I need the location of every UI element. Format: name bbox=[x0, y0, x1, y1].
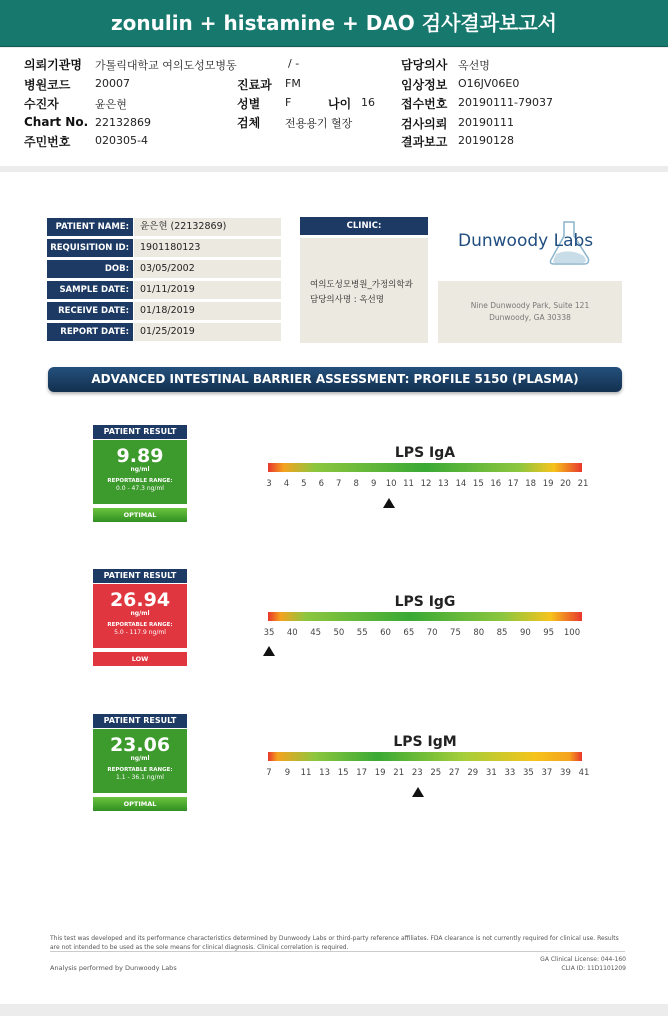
result-head: PATIENT RESULT bbox=[93, 425, 187, 439]
result-value: 9.89 bbox=[116, 445, 164, 467]
result-marker-icon bbox=[383, 498, 395, 508]
tick-label: 33 bbox=[504, 768, 516, 778]
tick-label: 75 bbox=[450, 628, 461, 638]
patient-label: 수진자 bbox=[24, 97, 59, 111]
clinic-name: 여의도성모병원_가정의학과 bbox=[310, 280, 413, 290]
tick-label: 45 bbox=[310, 628, 322, 638]
tick-label: 25 bbox=[430, 768, 442, 778]
sample-date-label: SAMPLE DATE: bbox=[47, 281, 133, 299]
result-marker-icon bbox=[263, 646, 275, 656]
specimen-label: 검체 bbox=[237, 116, 261, 130]
chart-no-label: Chart No. bbox=[24, 115, 89, 129]
gauge-title-igm: LPS IgM bbox=[393, 734, 457, 750]
report-header bbox=[0, 48, 668, 166]
hospital-value: 가톨릭대학교 여의도성모병동 bbox=[95, 59, 237, 72]
tick-label: 35 bbox=[522, 768, 534, 778]
report-title: zonulin + histamine + DAO 검사결과보고서 bbox=[110, 11, 557, 35]
tick-label: 100 bbox=[563, 628, 581, 638]
dept-label: 진료과 bbox=[237, 78, 272, 92]
status-badge: OPTIMAL bbox=[93, 797, 187, 811]
requisition-id-value: 1901180123 bbox=[134, 239, 281, 257]
result-value: 23.06 bbox=[109, 734, 171, 756]
clinic-box bbox=[300, 238, 428, 343]
dept-value: FM bbox=[285, 77, 301, 90]
clia-id: CLIA ID: 11D1101209 bbox=[561, 965, 626, 972]
assessment-banner: ADVANCED INTESTINAL BARRIER ASSESSMENT: PROFILE 5150 (PLASMA) bbox=[48, 367, 622, 392]
result-unit: ng/ml bbox=[130, 466, 150, 473]
hospital-code-label: 병원코드 bbox=[24, 78, 71, 92]
clinic-header: CLINIC: bbox=[300, 217, 428, 235]
tick-label: 10 bbox=[385, 479, 397, 489]
receipt-no-value: 20190111-79037 bbox=[458, 96, 553, 109]
status-badge: LOW bbox=[93, 652, 187, 666]
tick-label: 31 bbox=[485, 768, 497, 778]
tick-label: 55 bbox=[356, 628, 368, 638]
tick-label: 80 bbox=[473, 628, 485, 638]
hospital-code-value: 20007 bbox=[95, 77, 130, 90]
report-date-value: 20190128 bbox=[458, 134, 514, 147]
tick-label: 5 bbox=[301, 479, 307, 489]
tick-label: 41 bbox=[578, 768, 590, 778]
range-value: 0.0 - 47.3 ng/ml bbox=[116, 485, 164, 492]
lab-address-line2: Dunwoody, GA 30338 bbox=[489, 313, 571, 322]
receive-date-value: 01/18/2019 bbox=[134, 302, 281, 320]
tick-label: 8 bbox=[353, 479, 359, 489]
hospital-slash: / - bbox=[288, 57, 300, 70]
tick-label: 14 bbox=[455, 479, 467, 489]
lab-name: Dunwoody Labs bbox=[458, 231, 594, 251]
tick-label: 65 bbox=[403, 628, 415, 638]
tick-label: 70 bbox=[426, 628, 438, 638]
gauge-bar-igg bbox=[268, 612, 582, 621]
license-info bbox=[540, 955, 626, 973]
tick-label: 39 bbox=[560, 768, 571, 778]
tick-label: 50 bbox=[333, 628, 345, 638]
age-value: 16 bbox=[361, 96, 375, 109]
tick-label: 13 bbox=[438, 479, 449, 489]
specimen-value: 전용용기 혈장 bbox=[285, 117, 353, 130]
dob-value: 03/05/2002 bbox=[134, 260, 281, 278]
result-box-igm bbox=[93, 714, 187, 811]
requisition-id-label: REQUISITION ID: bbox=[47, 239, 133, 257]
receive-date-label: RECEIVE DATE: bbox=[47, 302, 133, 320]
result-value-box bbox=[93, 584, 187, 648]
range-label: REPORTABLE RANGE: bbox=[107, 622, 173, 628]
tick-label: 90 bbox=[519, 628, 531, 638]
result-unit: ng/ml bbox=[130, 755, 150, 762]
age-label: 나이 bbox=[328, 97, 352, 111]
tick-label: 35 bbox=[263, 628, 275, 638]
dunwoody-labs-logo bbox=[456, 218, 606, 268]
tick-label: 21 bbox=[393, 768, 405, 778]
tick-label: 15 bbox=[472, 479, 484, 489]
tick-label: 85 bbox=[496, 628, 508, 638]
tick-label: 9 bbox=[284, 768, 291, 778]
gauge-title-iga: LPS IgA bbox=[394, 445, 456, 461]
result-value: 26.94 bbox=[109, 589, 171, 611]
gauge-title-igg: LPS IgG bbox=[394, 594, 456, 610]
gauge-bar-igm bbox=[268, 752, 582, 761]
tick-label: 19 bbox=[374, 768, 386, 778]
lab-address-line1: Nine Dunwoody Park, Suite 121 bbox=[470, 301, 590, 310]
range-value: 5.0 - 117.9 ng/ml bbox=[114, 629, 166, 636]
status-badge: OPTIMAL bbox=[93, 508, 187, 522]
patient-value: 윤은현 bbox=[95, 98, 127, 111]
tick-label: 6 bbox=[318, 479, 325, 489]
report-date-value-2: 01/25/2019 bbox=[134, 323, 281, 341]
range-label: REPORTABLE RANGE: bbox=[107, 478, 173, 484]
sex-label: 성별 bbox=[237, 97, 261, 111]
tick-label: 16 bbox=[490, 479, 502, 489]
patient-name-value: 윤은현 (22132869) bbox=[134, 218, 281, 236]
receipt-no-label: 접수번호 bbox=[401, 97, 448, 111]
resident-no-label: 주민번호 bbox=[24, 135, 71, 149]
analysis-note: Analysis performed by Dunwoody Labs bbox=[50, 964, 177, 972]
dob-label: DOB: bbox=[47, 260, 133, 278]
doctor-label: 담당의사 bbox=[401, 58, 448, 72]
tick-label: 60 bbox=[380, 628, 391, 638]
tick-label: 21 bbox=[577, 479, 589, 489]
request-date-label: 검사의뢰 bbox=[401, 117, 448, 131]
tick-label: 4 bbox=[283, 479, 290, 489]
request-date-value: 20190111 bbox=[458, 116, 514, 129]
tick-label: 18 bbox=[525, 479, 537, 489]
title-bar bbox=[0, 0, 668, 47]
tick-label: 17 bbox=[356, 768, 368, 778]
tick-label: 19 bbox=[542, 479, 554, 489]
lab-address-box bbox=[438, 281, 622, 343]
result-head: PATIENT RESULT bbox=[93, 714, 187, 728]
tick-label: 3 bbox=[266, 479, 272, 489]
tick-label: 7 bbox=[336, 479, 342, 489]
tick-label: 40 bbox=[286, 628, 298, 638]
tick-label: 27 bbox=[448, 768, 460, 778]
tick-label: 11 bbox=[300, 768, 312, 778]
disclaimer-text: This test was developed and its performance characteristics determined by Dunwoody Labs or third-party reference affiliates. FDA clearance is not currently required for clinical use. Results are not intended to be used as the sole means for clinical diagnosis. Clinical correlation is required. bbox=[50, 935, 619, 951]
tick-label: 95 bbox=[543, 628, 555, 638]
range-label: REPORTABLE RANGE: bbox=[107, 767, 173, 773]
tick-label: 37 bbox=[541, 768, 553, 778]
gauge-bar-iga bbox=[268, 463, 582, 472]
sex-value: F bbox=[285, 96, 292, 109]
patient-name-label: PATIENT NAME: bbox=[47, 218, 133, 236]
tick-label: 23 bbox=[411, 768, 423, 778]
report-date-label-2: REPORT DATE: bbox=[47, 323, 133, 341]
sample-date-value: 01/11/2019 bbox=[134, 281, 281, 299]
tick-label: 11 bbox=[403, 479, 414, 489]
chart-no-value: 22132869 bbox=[95, 116, 151, 129]
result-marker-icon bbox=[412, 787, 424, 797]
tick-label: 15 bbox=[337, 768, 349, 778]
tick-label: 17 bbox=[507, 479, 519, 489]
clinical-info-label: 임상정보 bbox=[401, 78, 448, 92]
result-box-igg bbox=[93, 569, 187, 666]
tick-label: 12 bbox=[420, 479, 432, 489]
result-head: PATIENT RESULT bbox=[93, 569, 187, 583]
result-value-box bbox=[93, 729, 187, 793]
tick-label: 7 bbox=[266, 768, 272, 778]
doctor-value: 옥선명 bbox=[458, 59, 490, 72]
result-unit: ng/ml bbox=[130, 610, 150, 617]
report-date-label: 결과보고 bbox=[401, 135, 448, 149]
range-value: 1.1 - 36.1 ng/ml bbox=[116, 774, 164, 781]
clinical-info-value: O16JV06E0 bbox=[458, 77, 520, 90]
resident-no-value: 020305-4 bbox=[95, 134, 148, 147]
result-box-iga bbox=[93, 425, 187, 522]
footer-divider bbox=[50, 951, 625, 952]
tick-label: 29 bbox=[467, 768, 479, 778]
tick-label: 9 bbox=[370, 479, 377, 489]
clinic-doctor: 담당의사명 : 옥선명 bbox=[310, 295, 384, 305]
ga-license: GA Clinical License: 044-160 bbox=[540, 956, 626, 963]
tick-label: 20 bbox=[560, 479, 571, 489]
tick-label: 13 bbox=[319, 768, 330, 778]
hospital-label: 의뢰기관명 bbox=[24, 58, 82, 72]
result-value-box bbox=[93, 440, 187, 504]
